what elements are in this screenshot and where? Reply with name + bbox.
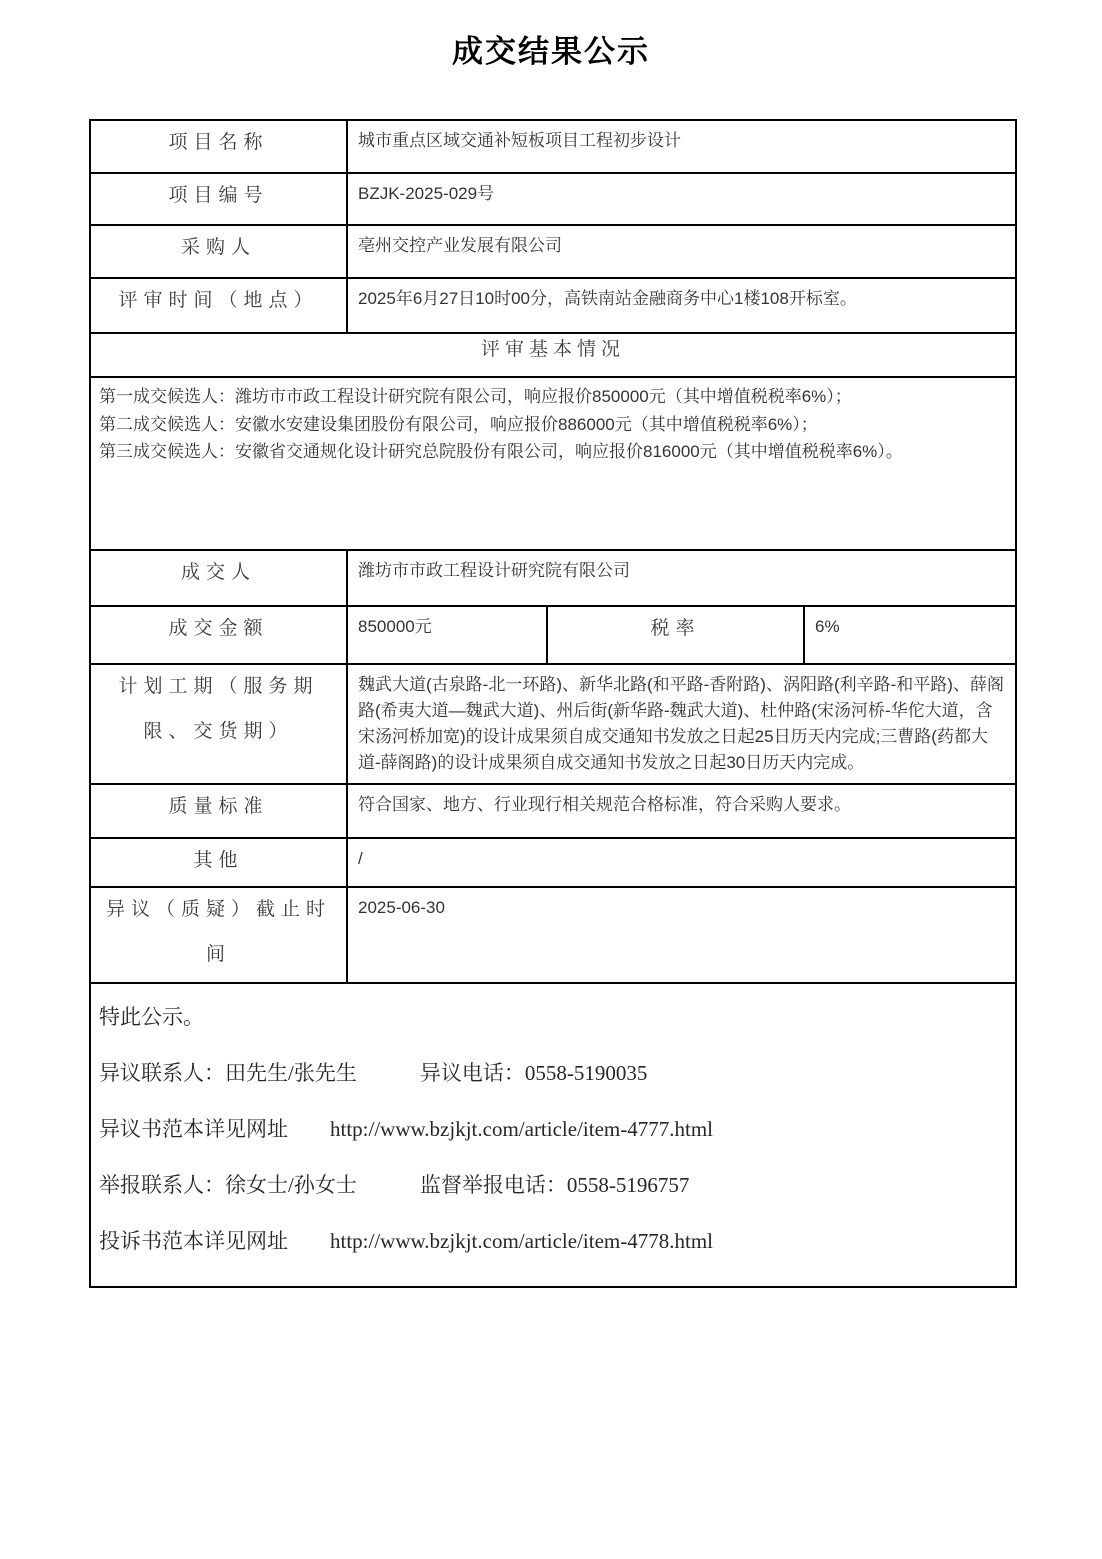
purchaser-row <box>90 225 1016 278</box>
schedule-value: 魏武大道(古泉路-北一环路)、新华北路(和平路-香附路)、涡阳路(利辛路-和平路)、薛阁路(希夷大道—魏武大道)、州后街(新华路-魏武大道)、杜仲路(宋汤河桥-华佗大道，含宋汤河桥加宽)的设计成果须自成交通知书发放之日起25日历天内完成;三曹路(药都大道-薛阁路)的设计成果须自成交通知书发放之日起30日历天内完成。 <box>347 664 1016 784</box>
amount-label: 成交金额 <box>90 606 347 664</box>
footer-cell <box>90 983 1016 1287</box>
other-value: / <box>347 838 1016 887</box>
report-contact-line: 举报联系人：徐女士/孙女士 监督举报电话：0558-5196757 <box>99 1173 690 1197</box>
quality-value: 符合国家、地方、行业现行相关规范合格标准，符合采购人要求。 <box>347 784 1016 838</box>
review-section-header-row <box>90 333 1016 377</box>
winner-row <box>90 550 1016 606</box>
objection-contact-line: 异议联系人：田先生/张先生 异议电话：0558-5190035 <box>99 1061 648 1085</box>
review-time-value: 2025年6月27日10时00分，高铁南站金融商务中心1楼108开标室。 <box>347 278 1016 333</box>
tax-rate-label: 税率 <box>547 606 804 664</box>
winner-value: 潍坊市市政工程设计研究院有限公司 <box>347 550 1016 606</box>
project-name-value: 城市重点区域交通补短板项目工程初步设计 <box>347 120 1016 173</box>
schedule-label: 计划工期（服务期限、交货期） <box>90 664 347 784</box>
project-no-row <box>90 173 1016 225</box>
page-title: 成交结果公示 <box>452 34 650 69</box>
complaint-url-line: 投诉书范本详见网址 http://www.bzjkjt.com/article/item-4778.html <box>99 1229 713 1253</box>
quality-label: 质量标准 <box>90 784 347 838</box>
objection-deadline-value: 2025-06-30 <box>347 887 1016 983</box>
review-time-label: 评审时间（地点） <box>90 278 347 333</box>
project-name-row <box>90 120 1016 173</box>
project-no-label: 项目编号 <box>90 173 347 225</box>
objection-url-line: 异议书范本详见网址 http://www.bzjkjt.com/article/item-4777.html <box>99 1117 713 1141</box>
purchaser-value: 亳州交控产业发展有限公司 <box>347 225 1016 278</box>
review-section-header: 评审基本情况 <box>90 333 1016 377</box>
purchaser-label: 采购人 <box>90 225 347 278</box>
quality-row <box>90 784 1016 838</box>
candidate-line-2: 第二成交候选人：安徽水安建设集团股份有限公司，响应报价886000元（其中增值税税率6%）； <box>99 414 818 434</box>
notice-text: 特此公示。 <box>99 1005 204 1029</box>
amount-row <box>90 606 1016 664</box>
other-label: 其他 <box>90 838 347 887</box>
objection-deadline-label: 异议（质疑）截止时间 <box>90 887 347 983</box>
tax-rate-value: 6% <box>804 606 1016 664</box>
other-row <box>90 838 1016 887</box>
candidate-line-3: 第三成交候选人：安徽省交通规化设计研究总院股份有限公司，响应报价816000元（其中增值税税率6%）。 <box>99 442 903 461</box>
announcement-table <box>89 119 1017 1288</box>
project-name-label: 项目名称 <box>90 120 347 173</box>
candidates-cell <box>90 377 1016 550</box>
candidate-line-1: 第一成交候选人：潍坊市市政工程设计研究院有限公司，响应报价850000元（其中增值税税率6%）； <box>99 387 852 406</box>
winner-label: 成交人 <box>90 550 347 606</box>
project-no-value: BZJK-2025-029号 <box>347 173 1016 225</box>
schedule-row <box>90 664 1016 784</box>
amount-value: 850000元 <box>347 606 547 664</box>
candidates-row <box>90 377 1016 550</box>
objection-deadline-row <box>90 887 1016 983</box>
footer-row <box>90 983 1016 1287</box>
review-time-row <box>90 278 1016 333</box>
